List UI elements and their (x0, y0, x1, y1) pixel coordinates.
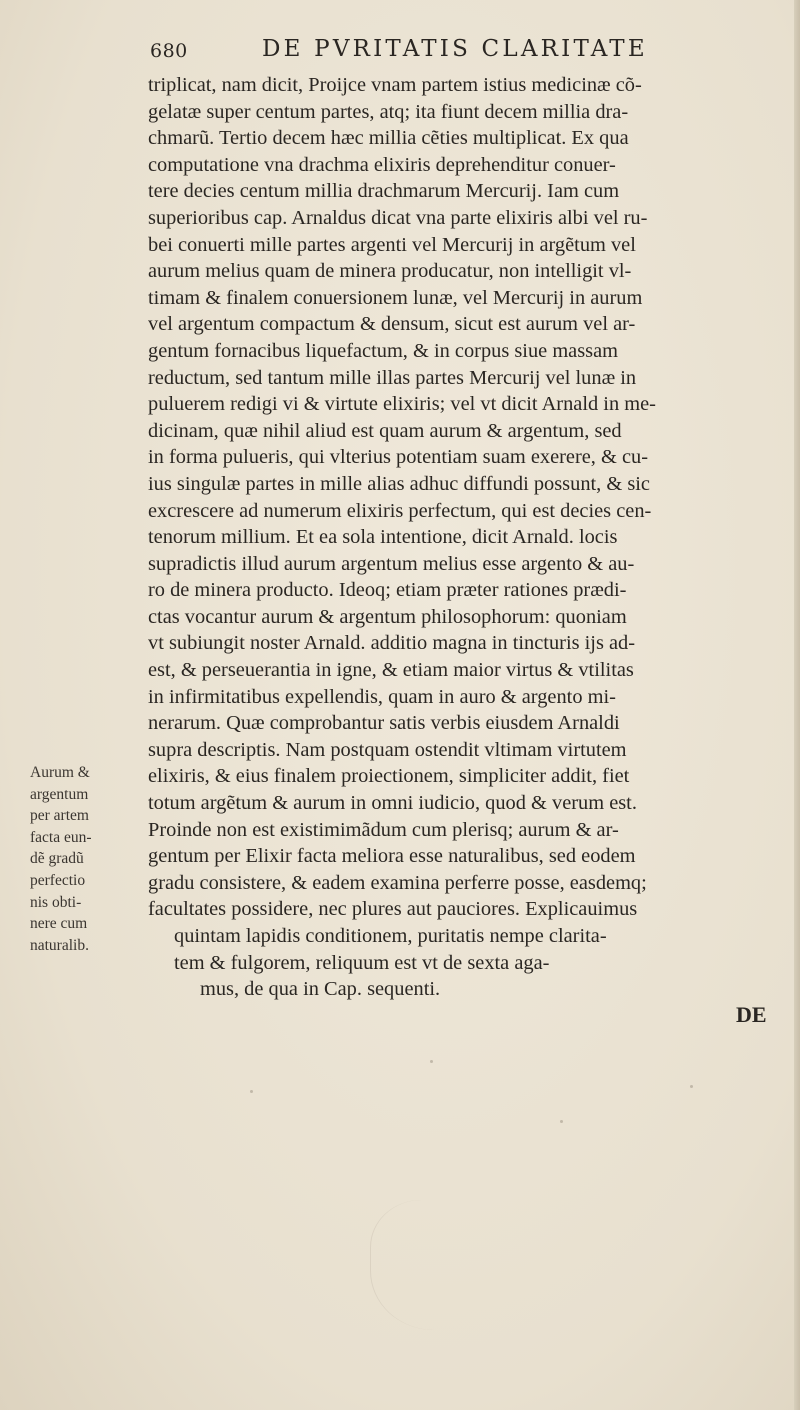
marginal-note (30, 762, 138, 956)
text-line: computatione vna drachma elixiris deprehenditur conuer- (148, 153, 616, 176)
text-line: timam & finalem conuersionem lunæ, vel Mercurij in aurum (148, 286, 643, 309)
text-line: est, & perseuerantia in igne, & etiam maior virtus & vtilitas (148, 659, 634, 682)
text-line: quintam lapidis conditionem, puritatis nempe clarita- (174, 925, 607, 947)
text-line: gelatæ super centum partes, atq; ita fiunt decem millia dra- (148, 100, 629, 123)
marginal-note-line: nere cum (30, 915, 88, 933)
marginal-note-line: naturalib. (30, 936, 89, 954)
text-line: mus, de qua in Cap. sequenti. (200, 978, 441, 1001)
text-line: tenorum millium. Et ea sola intentione, dicit Arnald. locis (148, 526, 618, 549)
show-through-mark (370, 1200, 511, 1330)
text-line: bei conuerti mille partes argenti vel Mercurij in argẽtum vel (148, 233, 636, 256)
text-line: vel argentum compactum & densum, sicut est aurum vel ar- (148, 313, 636, 336)
text-line: gradu consistere, & eadem examina perferre posse, easdemq; (148, 871, 647, 894)
text-line: elixiris, & eius finalem proiectionem, simpliciter addit, fiet (148, 765, 630, 788)
marginal-note-line: perfectio (30, 871, 86, 889)
text-line: gentum per Elixir facta meliora esse naturalibus, sed eodem (148, 845, 636, 868)
catchword: DE (736, 1002, 767, 1027)
paper-speck (250, 1090, 253, 1093)
marginal-note-line: Aurum & (30, 764, 90, 781)
text-line: aurum melius quam de minera producatur, non intelligit vl- (148, 260, 632, 283)
text-line: in infirmitatibus expellendis, quam in auro & argento mi- (148, 685, 616, 708)
text-line: tere decies centum millia drachmarum Mercurij. Iam cum (148, 180, 620, 203)
page-edge (794, 0, 800, 1410)
text-line: triplicat, nam dicit, Proijce vnam partem istius medicinæ cõ- (148, 74, 642, 96)
running-title: DE PVRITATIS CLARITATE (262, 36, 648, 62)
text-line: ius singulæ partes in mille alias adhuc diffundi possunt, & sic (148, 472, 650, 495)
text-line: ro de minera producto. Ideoq; etiam præter rationes prædi- (148, 579, 627, 602)
marginal-note-line: nis obti- (30, 893, 82, 911)
text-line: superioribus cap. Arnaldus dicat vna parte elixiris albi vel ru- (148, 206, 648, 229)
marginal-note-line: argentum (30, 785, 89, 803)
text-line: supradictis illud aurum argentum melius esse argento & au- (148, 552, 635, 575)
text-line: chmarũ. Tertio decem hæc millia cẽties multiplicat. Ex qua (148, 127, 629, 150)
marginal-note-line: per artem (30, 807, 89, 825)
text-line: Proinde non est existimimãdum cum plerisq; aurum & ar- (148, 818, 619, 841)
paper-speck (430, 1060, 433, 1063)
text-line: vt subiungit noster Arnald. additio magna in tincturis ijs ad- (148, 632, 636, 655)
marginal-note-line: dẽ gradũ (30, 850, 84, 868)
text-line: excrescere ad numerum elixiris perfectum, qui est decies cen- (148, 499, 652, 522)
page-header (0, 38, 800, 68)
text-line: reductum, sed tantum mille illas partes Mercurij vel lunæ in (148, 366, 637, 389)
page-number: 680 (150, 40, 188, 62)
text-line: puluerem redigi vi & virtute elixiris; vel vt dicit Arnald in me- (148, 393, 656, 416)
paper-speck (690, 1085, 693, 1088)
body-text (148, 72, 788, 1003)
text-line: dicinam, quæ nihil aliud est quam aurum & argentum, sed (148, 419, 622, 442)
text-line: in forma pulueris, qui vlterius potentiam suam exerere, & cu- (148, 446, 648, 469)
text-line: ctas vocantur aurum & argentum philosophorum: quoniam (148, 605, 627, 628)
text-line: tem & fulgorem, reliquum est vt de sexta aga- (174, 951, 550, 974)
text-line: totum argẽtum & aurum in omni iudicio, quod & verum est. (148, 792, 637, 815)
paper-speck (560, 1120, 563, 1123)
marginal-note-line: facta eun- (30, 828, 92, 846)
text-line: gentum fornacibus liquefactum, & in corpus siue massam (148, 339, 619, 362)
text-line: facultates possidere, nec plures aut pauciores. Explicauimus (148, 898, 638, 921)
text-line: nerarum. Quæ comprobantur satis verbis eiusdem Arnaldi (148, 712, 620, 735)
text-line: supra descriptis. Nam postquam ostendit vltimam virtutem (148, 738, 627, 761)
